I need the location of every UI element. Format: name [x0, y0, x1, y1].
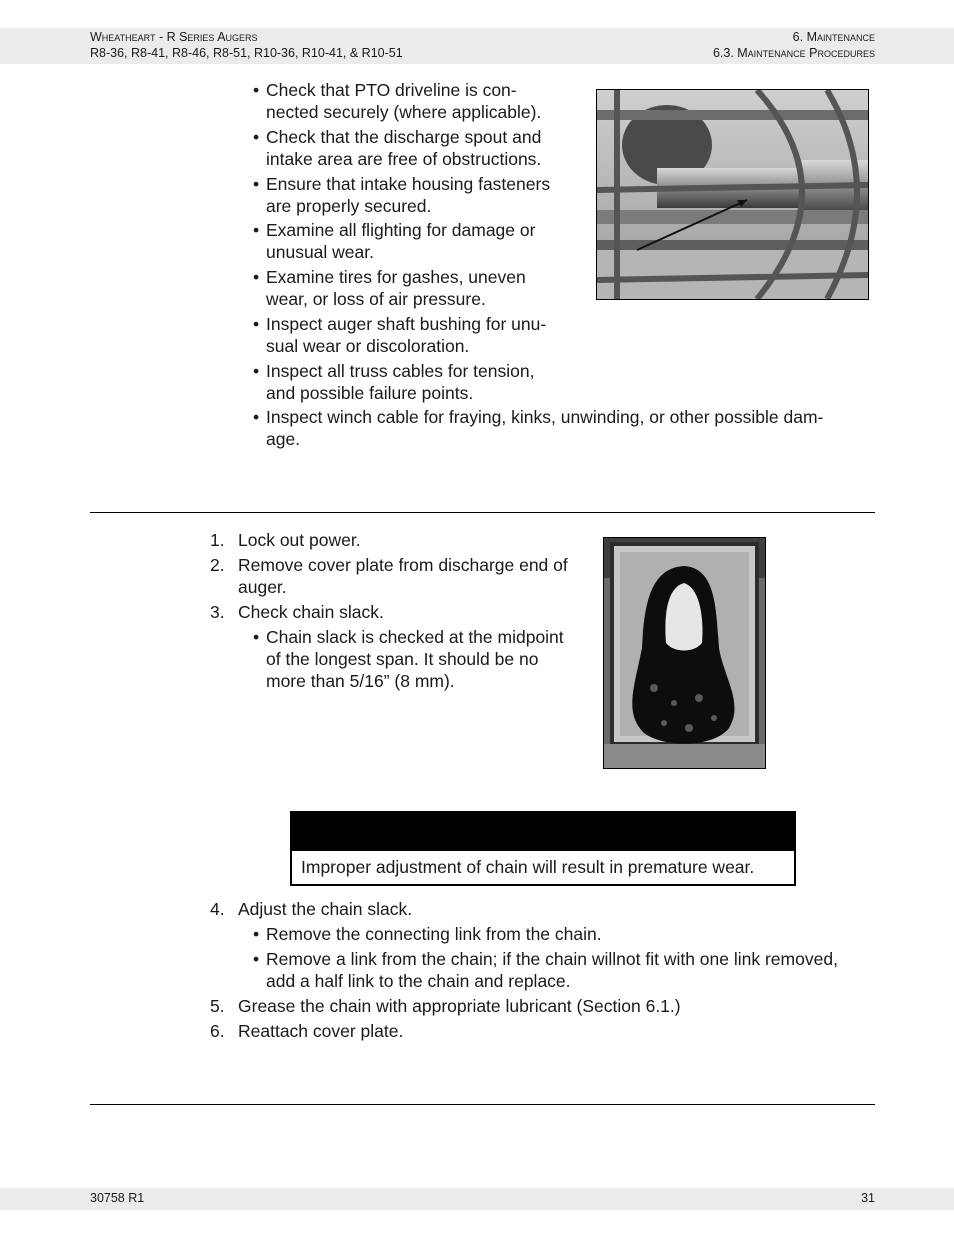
list-item: • Inspect winch cable for fraying, kinks, unwinding, or other possible dam- age. — [253, 407, 824, 449]
step-3-bullet: • Chain slack is checked at the midpoint of the longest span. It should be no more than 5/16” (8 mm). — [253, 627, 564, 691]
notice-header-bar — [292, 813, 794, 851]
header-title: Wheatheart - R Series Augers — [90, 30, 258, 44]
step-4-bullet-1: • Remove the connecting link from the chain. — [253, 924, 602, 944]
section-divider — [90, 1104, 875, 1105]
section-divider — [90, 512, 875, 513]
auger-driveline-illustration — [597, 90, 868, 299]
bullet-icon: • — [253, 220, 260, 240]
bullet-icon: • — [253, 949, 260, 969]
step-2: 2. Remove cover plate from discharge end of auger. — [210, 555, 568, 597]
bullet-icon: • — [253, 924, 260, 944]
list-item: • Inspect all truss cables for tension, and possible failure points. — [253, 361, 535, 403]
list-item: • Check that PTO driveline is con- nected securely (where applicable). — [253, 80, 542, 122]
page-header — [0, 28, 954, 64]
notice-box — [290, 811, 796, 886]
bullet-icon: • — [253, 361, 260, 381]
bullet-icon: • — [253, 267, 260, 287]
bullet-icon: • — [253, 127, 260, 147]
page-footer — [0, 1188, 954, 1210]
doc-number: 30758 R1 — [90, 1191, 145, 1205]
bullet-icon: • — [253, 314, 260, 334]
step-6: 6. Reattach cover plate. — [210, 1021, 404, 1041]
chain-housing-photo — [603, 537, 766, 769]
step-1: 1. Lock out power. — [210, 530, 361, 550]
step-3: 3. Check chain slack. — [210, 602, 384, 622]
page-number: 31 — [861, 1191, 875, 1205]
step-5: 5. Grease the chain with appropriate lubricant (Section 6.1.) — [210, 996, 681, 1016]
list-item: • Inspect auger shaft bushing for unu- sual wear or discoloration. — [253, 314, 547, 356]
bullet-icon: • — [253, 627, 260, 647]
list-item: • Examine all flighting for damage or unusual wear. — [253, 220, 536, 262]
step-4-bullet-2: • Remove a link from the chain; if the chain willnot fit with one link removed, add a half link to the chain and replace. — [253, 949, 838, 991]
notice-message: Improper adjustment of chain will result in premature wear. — [301, 857, 755, 877]
list-item: • Examine tires for gashes, uneven wear, or loss of air pressure. — [253, 267, 526, 309]
step-4: 4. Adjust the chain slack. — [210, 899, 413, 919]
bullet-icon: • — [253, 174, 260, 194]
header-section: 6. Maintenance — [792, 30, 875, 44]
auger-driveline-photo — [596, 89, 869, 300]
header-models: R8-36, R8-41, R8-46, R8-51, R10-36, R10-41, & R10-51 — [90, 46, 403, 60]
list-item: • Check that the discharge spout and intake area are free of obstructions. — [253, 127, 542, 169]
bullet-icon: • — [253, 80, 260, 100]
header-subsection: 6.3. Maintenance Procedures — [712, 46, 875, 60]
bullet-icon: • — [253, 407, 260, 427]
list-item: • Ensure that intake housing fasteners are properly secured. — [253, 174, 551, 216]
chain-housing-illustration — [604, 538, 765, 768]
